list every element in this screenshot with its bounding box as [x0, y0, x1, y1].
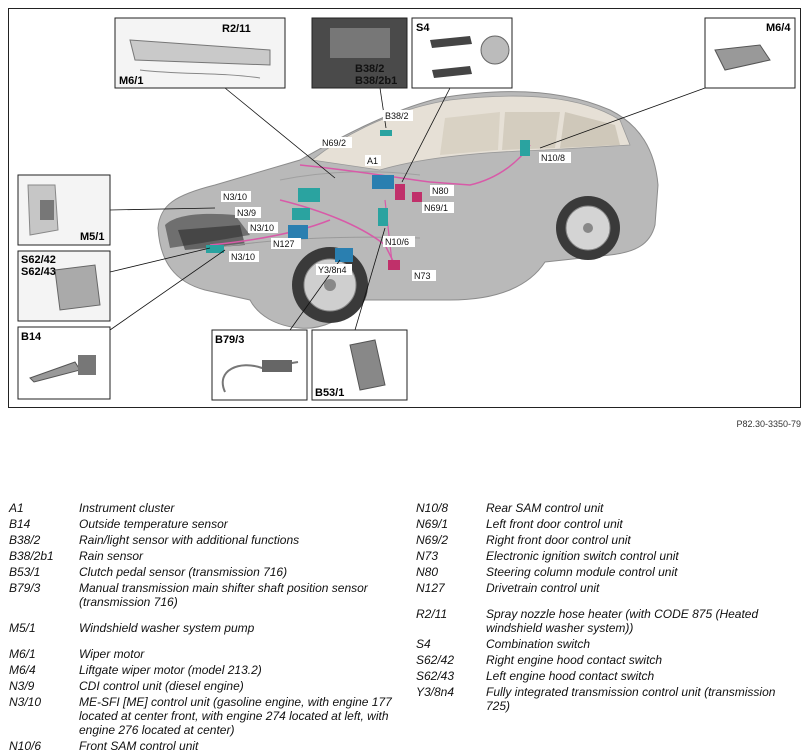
legend-desc: Windshield washer system pump [79, 621, 255, 635]
legend-row [9, 695, 404, 737]
legend-row [416, 637, 801, 651]
legend-desc: Left front door control unit [486, 517, 623, 531]
callout-n3-10-c: N3/10 [231, 252, 256, 262]
legend-code: N10/8 [416, 501, 449, 515]
legend-desc: Combination switch [486, 637, 591, 651]
label-b14: B14 [21, 331, 42, 343]
legend-desc: Front SAM control unit [79, 739, 199, 753]
legend-row [416, 653, 801, 667]
legend-row [9, 679, 404, 693]
legend-row [9, 663, 404, 677]
callout-n73: N73 [414, 271, 431, 281]
legend-desc: Clutch pedal sensor (transmission 716) [79, 565, 288, 579]
legend-desc: Left engine hood contact switch [486, 669, 655, 683]
legend-row [9, 581, 404, 609]
legend-code: S4 [416, 637, 431, 651]
label-s62-43: S62/43 [21, 266, 56, 278]
label-b79-3: B79/3 [215, 334, 245, 346]
legend-desc: Right front door control unit [486, 533, 631, 547]
legend-code: M6/1 [9, 647, 36, 661]
legend-row [9, 533, 404, 547]
legend-row [416, 565, 801, 579]
legend-row [9, 647, 404, 661]
inset-b14 [18, 327, 110, 399]
legend-desc: Right engine hood contact switch [486, 653, 663, 667]
figure-reference: P82.30-3350-79 [736, 419, 801, 429]
label-r2-11: R2/11 [222, 23, 251, 35]
legend-row [9, 565, 404, 579]
callout-b38-2: B38/2 [385, 111, 409, 121]
callout-y3-8n4: Y3/8n4 [318, 265, 347, 275]
legend-row [9, 621, 404, 635]
callout-n69-2: N69/2 [322, 138, 347, 148]
legend-row [416, 669, 801, 683]
legend-code: A1 [9, 501, 24, 515]
label-b38-2b1: B38/2b1 [355, 75, 398, 87]
legend-code: B53/1 [9, 565, 41, 579]
callout-n127: N127 [273, 239, 295, 249]
legend-desc: Drivetrain control unit [486, 581, 600, 595]
legend-code: B79/3 [9, 581, 41, 595]
legend-desc: Fully integrated transmission control unit (transmission 725) [486, 685, 776, 713]
label-s4: S4 [416, 22, 430, 34]
legend-code: N69/2 [416, 533, 449, 547]
legend-code: N69/1 [416, 517, 449, 531]
legend-desc: Rear SAM control unit [486, 501, 604, 515]
inset-m5-1 [18, 175, 110, 245]
callout-n10-8: N10/8 [541, 153, 566, 163]
legend-desc: Spray nozzle hose heater (with CODE 875 (Heated windshield washer system)) [486, 607, 759, 635]
legend-row [9, 501, 404, 515]
legend-code: N80 [416, 565, 439, 579]
legend-code: N73 [416, 549, 439, 563]
legend-desc: Electronic ignition switch control unit [486, 549, 679, 563]
legend-row [416, 607, 801, 635]
legend-desc: Manual transmission main shifter shaft position sensor (transmission 716) [79, 581, 368, 609]
legend-code: B38/2 [9, 533, 41, 547]
legend-row [416, 517, 801, 531]
inset-s62 [18, 251, 110, 321]
legend-desc: Rain sensor [79, 549, 144, 563]
legend-left [9, 501, 404, 755]
legend-code: S62/43 [416, 669, 455, 683]
legend-code: M5/1 [9, 621, 36, 635]
callout-n3-9: N3/9 [237, 208, 257, 218]
legend-code: S62/42 [416, 653, 455, 667]
legend-desc: ME-SFI [ME] control unit (gasoline engine, with engine 177 located at center front, with engine 274 located at left, with engine 276 located at center) [79, 695, 392, 737]
inset-s4 [412, 18, 512, 88]
label-m6-4: M6/4 [766, 22, 791, 34]
legend-code: N3/10 [9, 695, 42, 709]
legend-desc: Instrument cluster [79, 501, 175, 515]
legend-desc: CDI control unit (diesel engine) [79, 679, 244, 693]
label-m5-1: M5/1 [80, 231, 105, 243]
label-m6-1: M6/1 [119, 75, 144, 87]
legend-row [9, 549, 404, 563]
legend-right [416, 501, 801, 715]
callout-a1: A1 [367, 156, 379, 166]
legend-row [416, 501, 801, 515]
inset-b53-1 [312, 330, 407, 400]
inset-b38-2 [312, 18, 407, 88]
legend-desc: Wiper motor [79, 647, 145, 661]
legend-code: N3/9 [9, 679, 35, 693]
legend-code: N10/6 [9, 739, 42, 753]
inset-b79-3 [212, 330, 307, 400]
label-s62-42: S62/42 [21, 254, 56, 266]
label-b38-2-box: B38/2 [355, 63, 385, 75]
legend-code: N127 [416, 581, 445, 595]
legend-desc: Liftgate wiper motor (model 213.2) [79, 663, 262, 677]
inset-m6-4 [705, 18, 795, 88]
callout-n10-6: N10/6 [385, 237, 410, 247]
legend-desc: Steering column module control unit [486, 565, 678, 579]
legend-desc: Rain/light sensor with additional functions [79, 533, 300, 547]
legend-code: Y3/8n4 [416, 685, 455, 699]
inset-r2-11 [115, 18, 285, 88]
legend-row [416, 685, 801, 713]
callout-n80: N80 [432, 186, 449, 196]
callout-n3-10-a: N3/10 [223, 192, 248, 202]
legend-row [9, 517, 404, 531]
legend-code: M6/4 [9, 663, 36, 677]
legend-code: B38/2b1 [9, 549, 54, 563]
callout-n69-1: N69/1 [424, 203, 449, 213]
car-illustration [158, 92, 658, 329]
legend-desc: Outside temperature sensor [79, 517, 228, 531]
legend-code: B14 [9, 517, 31, 531]
label-b53-1: B53/1 [315, 387, 345, 399]
legend-row [416, 549, 801, 563]
legend-row [416, 581, 801, 595]
legend-code: R2/11 [416, 607, 448, 621]
callout-n3-10-b: N3/10 [250, 223, 275, 233]
legend-row [416, 533, 801, 547]
